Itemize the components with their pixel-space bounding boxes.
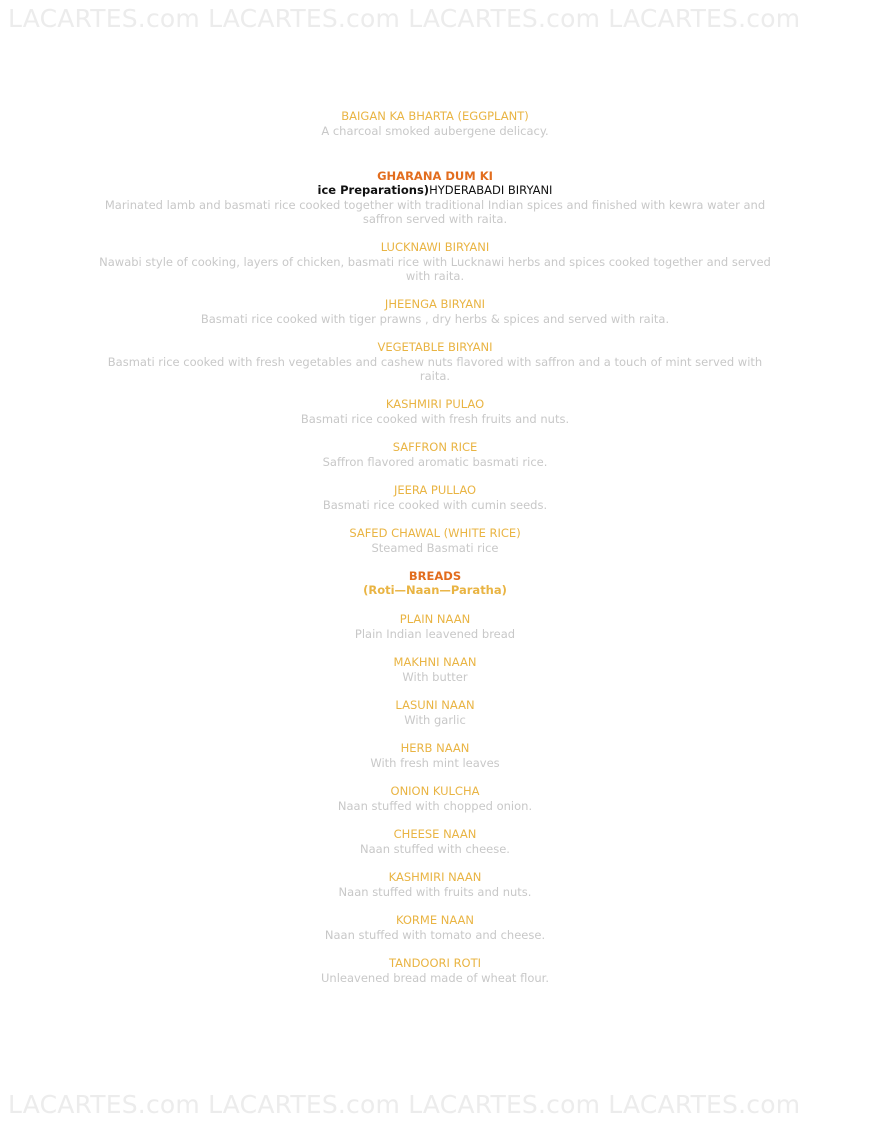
item-name: VEGETABLE BIRYANI <box>377 340 493 354</box>
item-description: Basmati rice cooked with cumin seeds. <box>322 498 548 512</box>
section-title-breads: BREADS <box>408 569 462 583</box>
item-name: ONION KULCHA <box>390 784 480 798</box>
item-description: Basmati rice cooked with fresh fruits and nuts. <box>300 412 570 426</box>
item-name: LASUNI NAAN <box>395 698 475 712</box>
watermark-bottom: LACARTES.com LACARTES.com LACARTES.com LACARTES.com <box>8 1090 801 1119</box>
item-description: Plain Indian leavened bread <box>354 627 516 641</box>
item-description: With garlic <box>404 713 466 727</box>
watermark-top: LACARTES.com LACARTES.com LACARTES.com LACARTES.com <box>8 4 801 33</box>
menu-item <box>95 698 775 727</box>
hyderabadi-biryani-line <box>95 183 775 198</box>
menu-item <box>95 655 775 684</box>
item-name: CHEESE NAAN <box>393 827 477 841</box>
item-description: Basmati rice cooked with tiger prawns , dry herbs & spices and served with raita. <box>200 312 670 326</box>
rice-items <box>95 240 775 555</box>
menu-item <box>95 827 775 856</box>
section-subtitle-breads: (Roti—Naan—Paratha) <box>363 583 507 597</box>
item-name: MAKHNI NAAN <box>393 655 477 669</box>
item-name: SAFED CHAWAL (WHITE RICE) <box>349 526 521 540</box>
item-name: HYDERABADI BIRYANI <box>429 183 553 197</box>
item-name: SAFFRON RICE <box>392 440 478 454</box>
item-description: Nawabi style of cooking, layers of chicken, basmati rice with Lucknawi herbs and spices cooked together and served with raita. <box>99 255 771 283</box>
item-description: Steamed Basmati rice <box>371 541 499 555</box>
item-description: Naan stuffed with cheese. <box>360 842 510 856</box>
item-name: PLAIN NAAN <box>399 612 471 626</box>
menu-item <box>95 612 775 641</box>
item-description: Naan stuffed with tomato and cheese. <box>324 928 546 942</box>
item-name: HERB NAAN <box>400 741 470 755</box>
menu-item <box>95 956 775 985</box>
menu-item <box>95 526 775 555</box>
menu-item <box>95 440 775 469</box>
item-name: KASHMIRI PULAO <box>385 397 485 411</box>
item-name: KORME NAAN <box>395 913 475 927</box>
menu-item <box>95 913 775 942</box>
item-description: Marinated lamb and basmati rice cooked together with traditional Indian spices and finished with kewra water and saffron served with raita. <box>104 198 766 226</box>
menu-item <box>95 483 775 512</box>
item-name: BAIGAN KA BHARTA (EGGPLANT) <box>341 109 529 123</box>
item-name: KASHMIRI NAAN <box>388 870 482 884</box>
item-name: TANDOORI ROTI <box>388 956 482 970</box>
menu-item-baigan <box>95 109 775 138</box>
overlap-fragment: ice Preparations) <box>317 183 430 197</box>
item-description: With fresh mint leaves <box>370 756 500 770</box>
item-name: LUCKNAWI BIRYANI <box>380 240 490 254</box>
menu-item <box>95 784 775 813</box>
menu-item <box>95 340 775 383</box>
item-description: Naan stuffed with fruits and nuts. <box>338 885 532 899</box>
section-title-rice: GHARANA DUM KI <box>377 169 493 183</box>
item-name: JEERA PULLAO <box>393 483 477 497</box>
menu-item <box>95 240 775 283</box>
rice-section-header <box>95 169 775 226</box>
breads-section-header <box>95 569 775 598</box>
item-description: With butter <box>402 670 468 684</box>
item-name: JHEENGA BIRYANI <box>384 297 486 311</box>
menu-page <box>95 109 775 999</box>
item-description: Unleavened bread made of wheat flour. <box>321 971 549 985</box>
item-description: Saffron flavored aromatic basmati rice. <box>322 455 548 469</box>
bread-items <box>95 612 775 985</box>
item-description: Naan stuffed with chopped onion. <box>337 799 533 813</box>
item-description: A charcoal smoked aubergene delicacy. <box>321 124 549 138</box>
item-description: Basmati rice cooked with fresh vegetables and cashew nuts flavored with saffron and a touch of mint served with raita. <box>107 355 763 383</box>
menu-item <box>95 297 775 326</box>
menu-item <box>95 870 775 899</box>
menu-item <box>95 397 775 426</box>
menu-item <box>95 741 775 770</box>
